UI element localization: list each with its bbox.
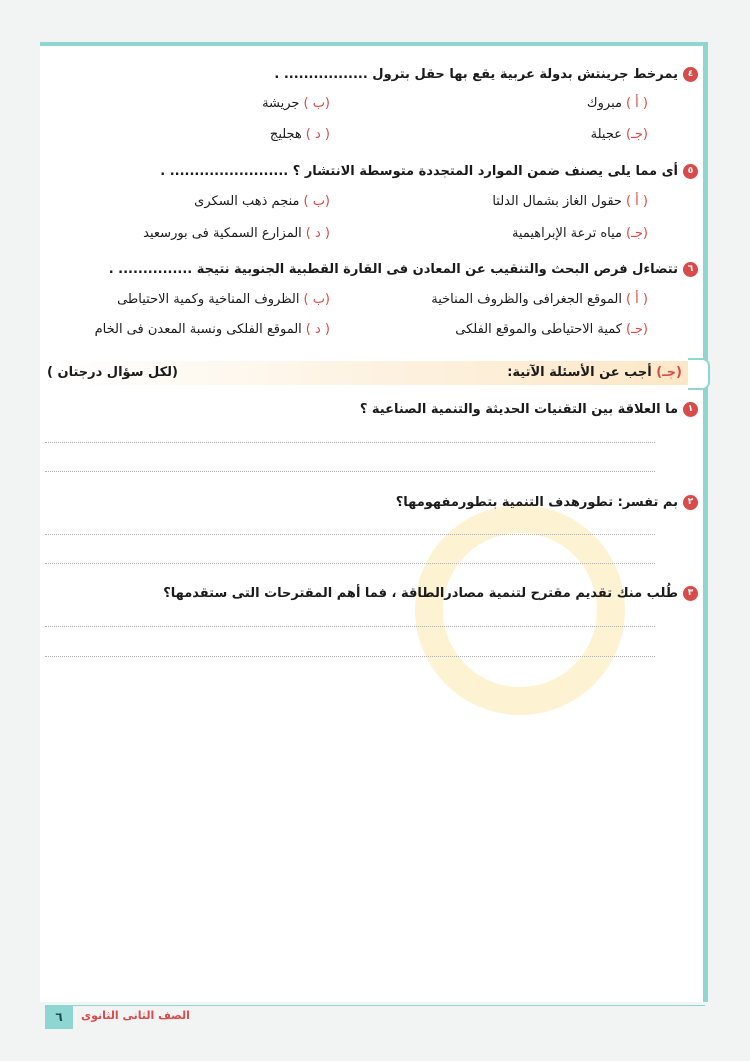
question-number: ٢: [683, 495, 698, 510]
answer-line[interactable]: [45, 471, 655, 472]
answer-line[interactable]: [45, 656, 655, 657]
essay-question-3: [163, 586, 698, 601]
option-text: منجم ذهب السكرى: [194, 194, 300, 209]
grade-label: الصف الثانى الثانوى: [81, 1009, 190, 1022]
question-number: ٦: [683, 262, 698, 277]
option-c[interactable]: [512, 226, 648, 241]
question-text: تتضاءل فرص البحث والتنقيب عن المعادن فى القارة القطبية الجنوبية نتيجة ............... .: [108, 262, 678, 277]
question-text: أى مما يلى يصنف ضمن الموارد المتجددة متوسطة الانتشار ؟ ........................ .: [160, 164, 678, 179]
section-banner: [45, 361, 710, 385]
option-letter: (ب ): [303, 194, 330, 209]
option-a[interactable]: [431, 292, 648, 307]
essay-question-2: [396, 495, 698, 510]
answer-line[interactable]: [45, 442, 655, 443]
option-text: هجليج: [269, 127, 302, 142]
mcq-question-4: [274, 67, 698, 82]
option-text: جريشة: [262, 96, 300, 111]
option-letter: ( أ ): [625, 292, 648, 307]
option-a[interactable]: [492, 194, 648, 209]
option-b[interactable]: [194, 194, 330, 209]
option-a[interactable]: [587, 96, 648, 111]
question-number: ٤: [683, 67, 698, 82]
worksheet-page: [40, 42, 708, 1002]
question-text: طُلب منك تقديم مقترح لتنمية مصادرالطاقة ، فما أهم المقترحات التى ستقدمها؟: [163, 586, 678, 601]
option-letter: (جـ): [626, 127, 648, 142]
section-title: [507, 365, 682, 380]
question-number: ٥: [683, 164, 698, 179]
option-d[interactable]: [143, 226, 330, 241]
option-text: الموقع الجغرافى والظروف المناخية: [431, 292, 622, 307]
answer-line[interactable]: [45, 563, 655, 564]
option-d[interactable]: [95, 322, 330, 337]
question-number: ١: [683, 402, 698, 417]
option-text: مبروك: [586, 96, 622, 111]
essay-question-1: [360, 402, 698, 417]
option-b[interactable]: [262, 96, 330, 111]
banner-tab: [688, 358, 710, 390]
option-text: حقول الغاز بشمال الدلتا: [492, 194, 622, 209]
option-letter: (جـ): [626, 226, 648, 241]
mcq-question-5: [160, 164, 698, 179]
option-text: الموقع الفلكى ونسبة المعدن فى الخام: [94, 322, 302, 337]
answer-line[interactable]: [45, 626, 655, 627]
option-letter: (ب ): [303, 96, 330, 111]
answer-line[interactable]: [45, 534, 655, 535]
section-marks: (لكل سؤال درجتان ): [47, 365, 178, 380]
question-text: بم تفسر: تطورهدف التنمية بتطورمفهومها؟: [395, 495, 678, 510]
question-text: ما العلاقة بين التقنيات الحديثة والتنمية الصناعية ؟: [359, 402, 678, 417]
option-letter: (جـ): [626, 322, 648, 337]
option-letter: ( د ): [305, 127, 330, 142]
option-letter: (ب ): [303, 292, 330, 307]
option-text: المزارع السمكية فى بورسعيد: [143, 226, 302, 241]
option-letter: ( د ): [305, 226, 330, 241]
option-letter: ( د ): [305, 322, 330, 337]
section-letter: (جـ): [656, 365, 682, 380]
option-letter: ( أ ): [625, 194, 648, 209]
option-c[interactable]: [591, 127, 648, 142]
question-text: يمرخط جرينتش بدولة عربية يقع بها حقل بترول ................. .: [274, 67, 678, 82]
section-title-text: أجب عن الأسئلة الآتية:: [507, 365, 652, 380]
option-text: كمية الاحتياطى والموقع الفلكى: [455, 322, 622, 337]
mcq-question-6: [109, 262, 698, 277]
option-c[interactable]: [455, 322, 648, 337]
page-number: ٦: [45, 1005, 73, 1029]
question-number: ٣: [683, 586, 698, 601]
option-text: عجيلة: [590, 127, 622, 142]
option-d[interactable]: [270, 127, 330, 142]
page-footer: [45, 1005, 705, 1029]
option-b[interactable]: [117, 292, 330, 307]
option-text: الظروف المناخية وكمية الاحتياطى: [117, 292, 300, 307]
option-text: مياه ترعة الإبراهيمية: [511, 226, 622, 241]
option-letter: ( أ ): [625, 96, 648, 111]
watermark-logo: [415, 505, 625, 715]
